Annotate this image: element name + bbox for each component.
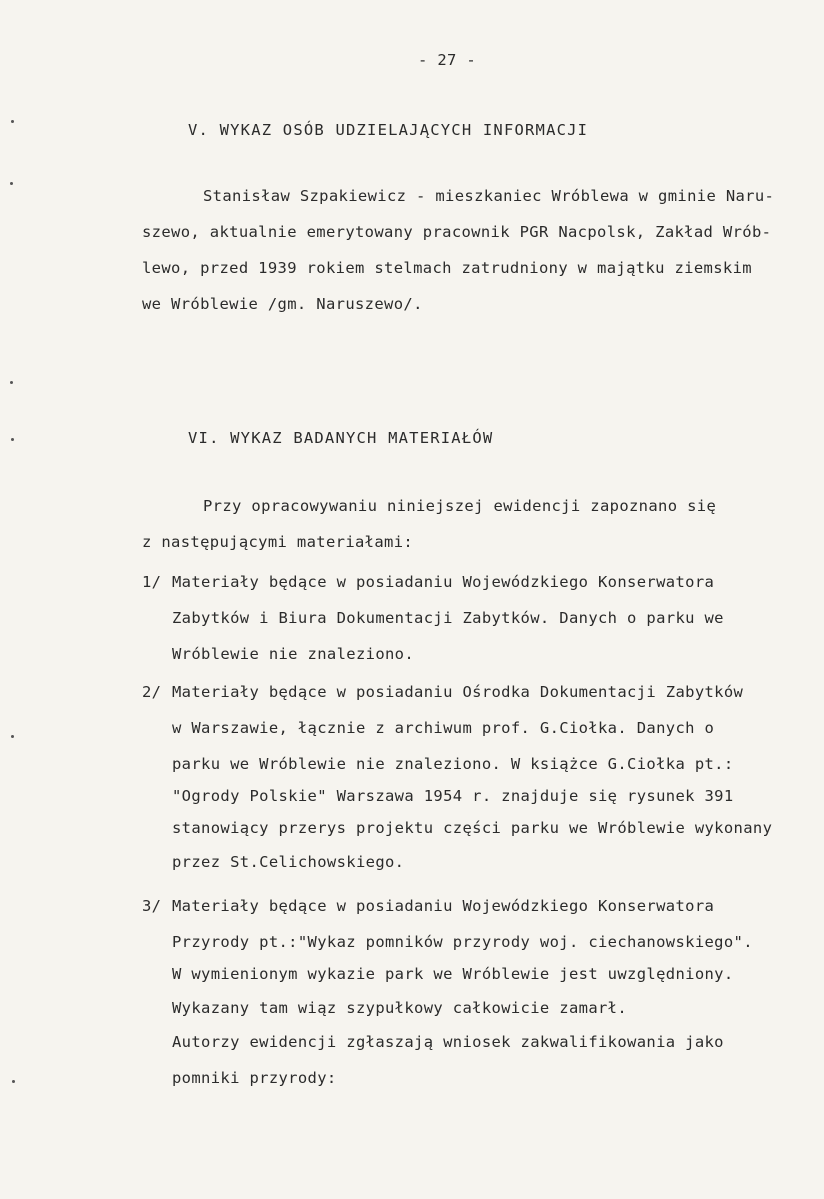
list-item-number: 2/ xyxy=(142,683,162,701)
list-item-line: Zabytków i Biura Dokumentacji Zabytków. Danych o parku we xyxy=(172,609,724,627)
section-5-line: szewo, aktualnie emerytowany pracownik PGR Nacpolsk, Zakład Wrób- xyxy=(142,223,772,241)
section-5-line: lewo, przed 1939 rokiem stelmach zatrudniony w majątku ziemskim xyxy=(142,259,752,277)
list-item-line: Materiały będące w posiadaniu Wojewódzkiego Konserwatora xyxy=(172,573,715,591)
list-item-line: w Warszawie, łącznie z archiwum prof. G.Ciołka. Danych o xyxy=(172,719,715,737)
section-6-heading: VI. WYKAZ BADANYCH MATERIAŁÓW xyxy=(188,429,494,447)
list-item-line: Wróblewie nie znaleziono. xyxy=(172,645,415,663)
margin-dot xyxy=(12,1080,15,1083)
list-item-line: parku we Wróblewie nie znaleziono. W książce G.Ciołka pt.: xyxy=(172,755,734,773)
list-item-line: Materiały będące w posiadaniu Ośrodka Dokumentacji Zabytków xyxy=(172,683,744,701)
margin-dot xyxy=(11,735,14,738)
list-item-line: Materiały będące w posiadaniu Wojewódzkiego Konserwatora xyxy=(172,897,715,915)
list-item-number: 1/ xyxy=(142,573,162,591)
margin-dot xyxy=(11,438,14,441)
margin-dot xyxy=(10,381,13,384)
list-item-line: Autorzy ewidencji zgłaszają wniosek zakwalifikowania jako xyxy=(172,1033,724,1051)
page-number: - 27 - xyxy=(418,51,477,69)
section-5-line: Stanisław Szpakiewicz - mieszkaniec Wróblewa w gminie Naru- xyxy=(203,187,775,205)
margin-dot xyxy=(11,120,14,123)
list-item-line: przez St.Celichowskiego. xyxy=(172,853,405,871)
margin-dot xyxy=(10,182,13,185)
list-item-line: Wykazany tam wiąz szypułkowy całkowicie zamarł. xyxy=(172,999,628,1017)
section-5-heading: V. WYKAZ OSÓB UDZIELAJĄCYCH INFORMACJI xyxy=(188,121,589,139)
list-item-line: W wymienionym wykazie park we Wróblewie jest uwzględniony. xyxy=(172,965,734,983)
list-item-line: Przyrody pt.:"Wykaz pomników przyrody woj. ciechanowskiego". xyxy=(172,933,753,951)
section-6-intro-line: z następującymi materiałami: xyxy=(142,533,414,551)
list-item-line: pomniki przyrody: xyxy=(172,1069,337,1087)
list-item-line: stanowiący przerys projektu części parku we Wróblewie wykonany xyxy=(172,819,773,837)
section-5-line: we Wróblewie /gm. Naruszewo/. xyxy=(142,295,423,313)
list-item-line: "Ogrody Polskie" Warszawa 1954 r. znajduje się rysunek 391 xyxy=(172,787,734,805)
list-item-number: 3/ xyxy=(142,897,162,915)
section-6-intro-line: Przy opracowywaniu niniejszej ewidencji zapoznano się xyxy=(203,497,717,515)
